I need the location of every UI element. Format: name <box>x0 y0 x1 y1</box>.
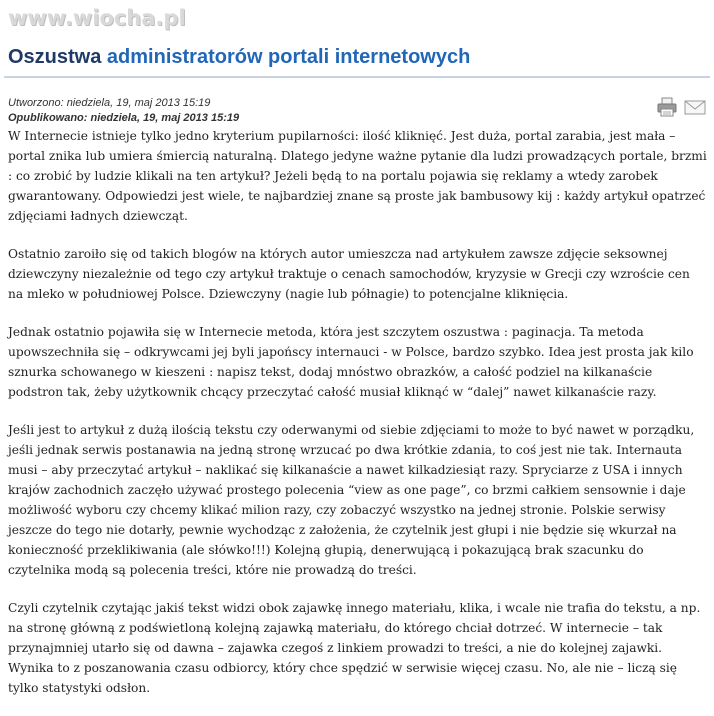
paragraph: W Internecie istnieje tylko jedno kryterium pupilarności: ilość kliknięć. Jest duża, portal zarabia, jest mała – portal znika lub umiera śmiercią naturalną. Dlatego jedyne ważne pytanie dla ludzi prowadzących portale, brzmi : co zrobić by ludzie klikali na ten artykuł? Jeżeli będą to na portalu pojawia się reklamy a wtedy zarobek gwarantowany. Odpowiedzi jest wiele, te najbardziej znane są proste jak bambusowy kij : każdy artykuł opatrzeć zdjęciami ładnych dziewcząt. <box>8 129 707 223</box>
site-watermark: www.wiocha.pl <box>8 6 186 30</box>
email-icon[interactable] <box>684 96 706 118</box>
article-body <box>8 126 708 716</box>
created-date: Utworzono: niedziela, 19, maj 2013 15:19 <box>8 97 211 109</box>
print-icon[interactable] <box>656 96 678 118</box>
paragraph: Jeśli jest to artykuł z dużą ilością tekstu czy oderwanymi od siebie zdjęciami to może to być nawet w porządku, jeśli jednak serwis postanawia na jedną stronę wrzucać po dwa krótkie zdania, to coś jest nie tak. Internauta musi – aby przeczytać artykuł – naklikać się kilkanaście a nawet kilkadziesiąt razy. Spryciarze z USA i innych krajów zachodnich zaczęło używać prostego polecenia “view as one page”, co brzmi całkiem sensownie i daje możliwość wyboru czy chcemy klikać milion razy, czy zobaczyć wszystko na jednej stronie. Polskie serwisy jeszcze do tego nie dotarły, pewnie wychodząc z założenia, że czytelnik jest głupi i nie będzie się wkurzał na konieczność przeklikiwania (ale słówko!!!) Kolejną głupią, denerwującą i pokazującą brak szacunku do czytelnika modą są polecenia treści, które nie prowadzą do treści. <box>8 423 695 577</box>
paragraph: Jednak ostatnio pojawiła się w Internecie metoda, która jest szczytem oszustwa : paginacja. Ta metoda upowszechniła się – odkrywcami jej byli japońscy internauci - w Polsce, bardzo szybko. Idea jest prosta jak kilo sznurka schowanego w kieszeni : napisz tekst, dodaj mnóstwo obrazków, a całość podziel na kilkanaście podstron tak, żeby użytkownik chcący przeczytać całość musiał kliknąć w “dalej” nawet kilkanaście razy. <box>8 325 694 399</box>
article-header <box>4 44 710 78</box>
article-title <box>8 44 710 70</box>
article-meta <box>8 96 239 126</box>
title-link[interactable]: administratorów portali internetowych <box>106 46 471 68</box>
paragraph: Ostatnio zaroiło się od takich blogów na których autor umieszcza nad artykułem zawsze zdjęcie seksownej dziewczyny niezależnie od tego czy artykuł traktuje o cenach samochodów, kryzysie w Grecji czy wzroście cen na mleko w południowej Polsce. Dziewczyny (nagie lub półnagie) to potencjalne kliknięcia. <box>8 247 690 301</box>
article-actions <box>656 96 706 118</box>
paragraph: Czyli czytelnik czytając jakiś tekst widzi obok zajawkę innego materiału, klika, i wcale nie trafia do tekstu, a np. na stronę główną z podświetloną kolejną zajawką materiału, do którego chciał dotrzeć. W internecie – tak przynajmniej utarło się od dawna – zajawka czegoś z linkiem prowadzi to treści, a nie do kolejnej zajawki. Wynika to z poszanowania czasu odbiorcy, który chce spędzić w serwisie więcej czasu. No, ale nie – liczą się tylko statystyki odsłon. <box>8 601 701 695</box>
title-part-1: Oszustwa <box>8 46 102 68</box>
published-date: Opublikowano: niedziela, 19, maj 2013 15:19 <box>8 112 240 124</box>
